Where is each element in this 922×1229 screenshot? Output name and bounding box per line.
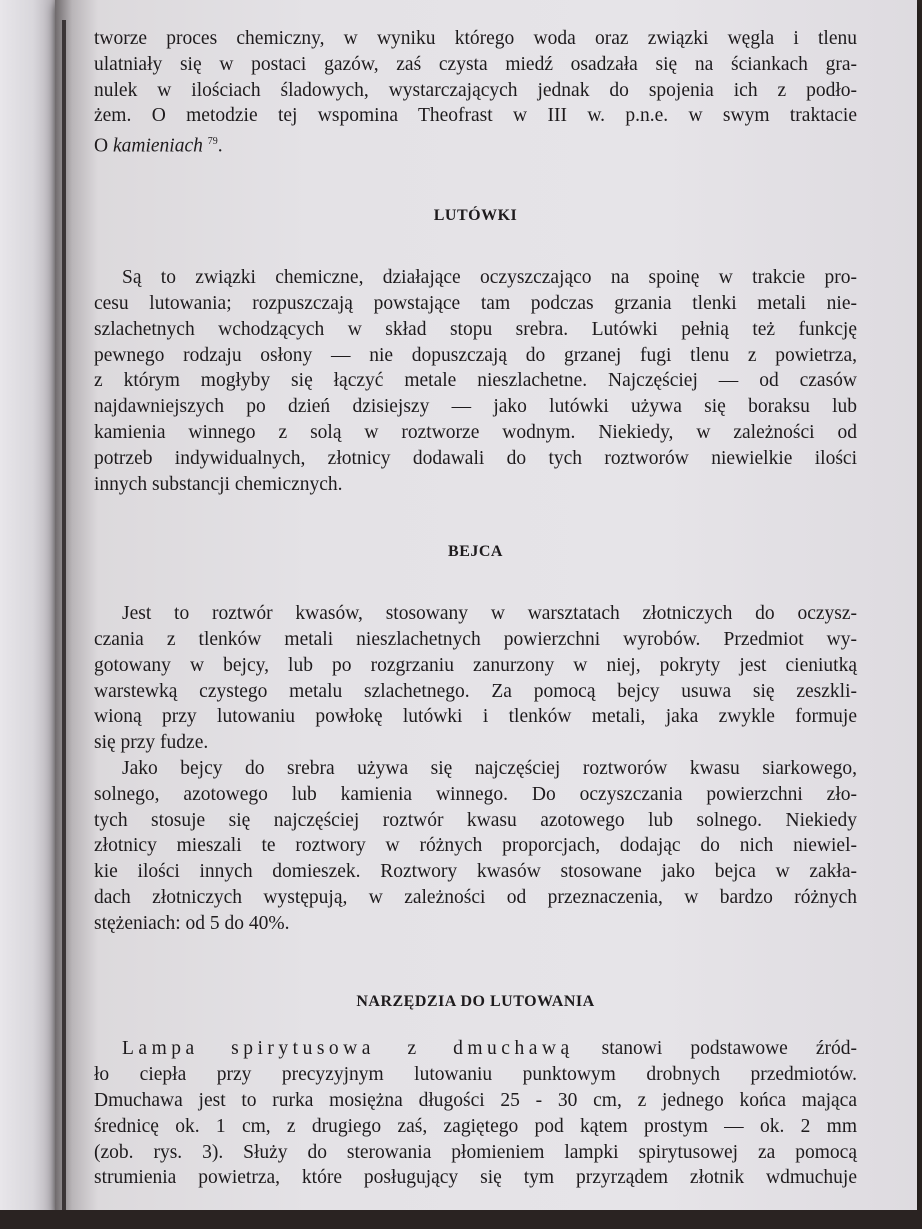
section-heading-bejca: BEJCA — [448, 543, 503, 561]
text-line: Jest to roztwór kwasów, stosowany w warsztatach złotniczych do oczysz- — [122, 603, 857, 625]
text-line: pewnego rodzaju osłony — nie dopuszczają do grzanej fugi tlenu z powietrza, — [94, 344, 857, 366]
text-line: Dmuchawa jest to rurka mosiężna długości 25 - 30 cm, z jednego końca mająca — [94, 1090, 857, 1111]
text-line: średnicę ok. 1 cm, z drugiego zaś, zagiętego pod kątem prostym — ok. 2 mm — [94, 1115, 857, 1137]
text-fragment: stanowi podstawowe źród- — [601, 1038, 857, 1060]
table-surface — [0, 1210, 922, 1229]
binding-shadow — [62, 20, 66, 1210]
text-line: cesu lutowania; rozpuszczają powstające tam podczas grzania tlenki metali nie- — [94, 293, 857, 315]
text-line: tworze proces chemiczny, w wyniku którego woda oraz związki węgla i tlenu — [94, 28, 857, 49]
text-fragment: . — [217, 135, 223, 157]
text-line: (zob. rys. 3). Służy do sterowania płomieniem lampki spirytusowej za pomocą — [94, 1141, 857, 1163]
text-line: nulek w ilościach śladowych, wystarczających jednak do spojenia ich z podło- — [94, 79, 857, 101]
text-line: wioną przy lutowaniu powłokę lutówki i tlenków metali, jaka zwykle formuje — [94, 706, 857, 728]
text-line: dach złotniczych występują, w zależności od przeznaczenia, w bardzo różnych — [94, 887, 857, 909]
italic-title: kamieniach — [112, 135, 203, 157]
text-line: Jako bejcy do srebra używa się najczęściej roztworów kwasu siarkowego, — [122, 758, 857, 780]
text-line: tych stosuje się najczęściej roztwór kwasu azotowego lub solnego. Niekiedy — [94, 809, 857, 831]
text-line: innych substancji chemicznych. — [94, 473, 343, 495]
text-line: szlachetnych wchodzących w skład stopu srebra. Lutówki pełnią też funkcję — [94, 318, 857, 340]
section-heading-narzedzia: NARZĘDZIA DO LUTOWANIA — [356, 992, 595, 1010]
text-line: się przy fudze. — [94, 732, 209, 754]
text-line: najdawniejszych po dzień dzisiejszy — jako lutówki używa się boraksu lub — [94, 396, 857, 418]
text-line: ulatniały się w postaci gazów, zaś czysta miedź osadzała się na ściankach gra- — [94, 53, 857, 75]
page-text — [94, 26, 857, 1191]
text-line: czania z tlenków metali nieszlachetnych powierzchni wyrobów. Przedmiot wy- — [94, 629, 857, 651]
text-line: solnego, azotowego lub kamienia winnego. Do oczyszczania powierzchni zło- — [94, 783, 857, 805]
text-fragment: O — [94, 135, 113, 157]
text-line-with-footnote — [94, 129, 857, 159]
text-line: gotowany w bejcy, lub po rozgrzaniu zanurzony w niej, pokryty jest cieniutką — [94, 654, 857, 676]
text-line: złotnicy mieszali te roztwory w różnych proporcjach, dodając do nich niewiel- — [94, 835, 857, 857]
section-heading-lutowki: LUTÓWKI — [433, 207, 518, 225]
text-line: z którym mogłyby się łączyć metale nieszlachetne. Najczęściej — od czasów — [94, 370, 857, 392]
text-line: strumienia powietrza, które posługujący się tym przyrządem złotnik wdmuchuje — [94, 1167, 857, 1189]
text-line: kie ilości innych domieszek. Roztwory kwasów stosowane jako bejca w zakła- — [94, 861, 857, 883]
text-line-spaced — [94, 1036, 857, 1062]
text-line: kamienia winnego z solą w roztworze wodnym. Niekiedy, w zależności od — [94, 422, 857, 444]
spaced-term: Lampa spirytusowa z dmuchawą — [122, 1038, 574, 1060]
text-line: stężeniach: od 5 do 40%. — [94, 912, 290, 934]
text-line: potrzeb indywidualnych, złotnicy dodawali do tych roztworów niewielkie ilości — [94, 447, 857, 469]
previous-page-edge — [0, 0, 60, 1229]
text-line: warstewką czystego metalu szlachetnego. Za pomocą bejcy usuwa się zeszkli- — [94, 680, 857, 702]
footnote-marker: 79 — [207, 136, 218, 148]
text-line: żem. O metodzie tej wspomina Theofrast w III w. p.n.e. w swym traktacie — [94, 105, 857, 127]
text-line: Są to związki chemiczne, działające oczyszczająco na spoinę w trakcie pro- — [122, 267, 857, 289]
text-line: ło ciepła przy precyzyjnym lutowaniu punktowym drobnych przedmiotów. — [94, 1064, 857, 1086]
